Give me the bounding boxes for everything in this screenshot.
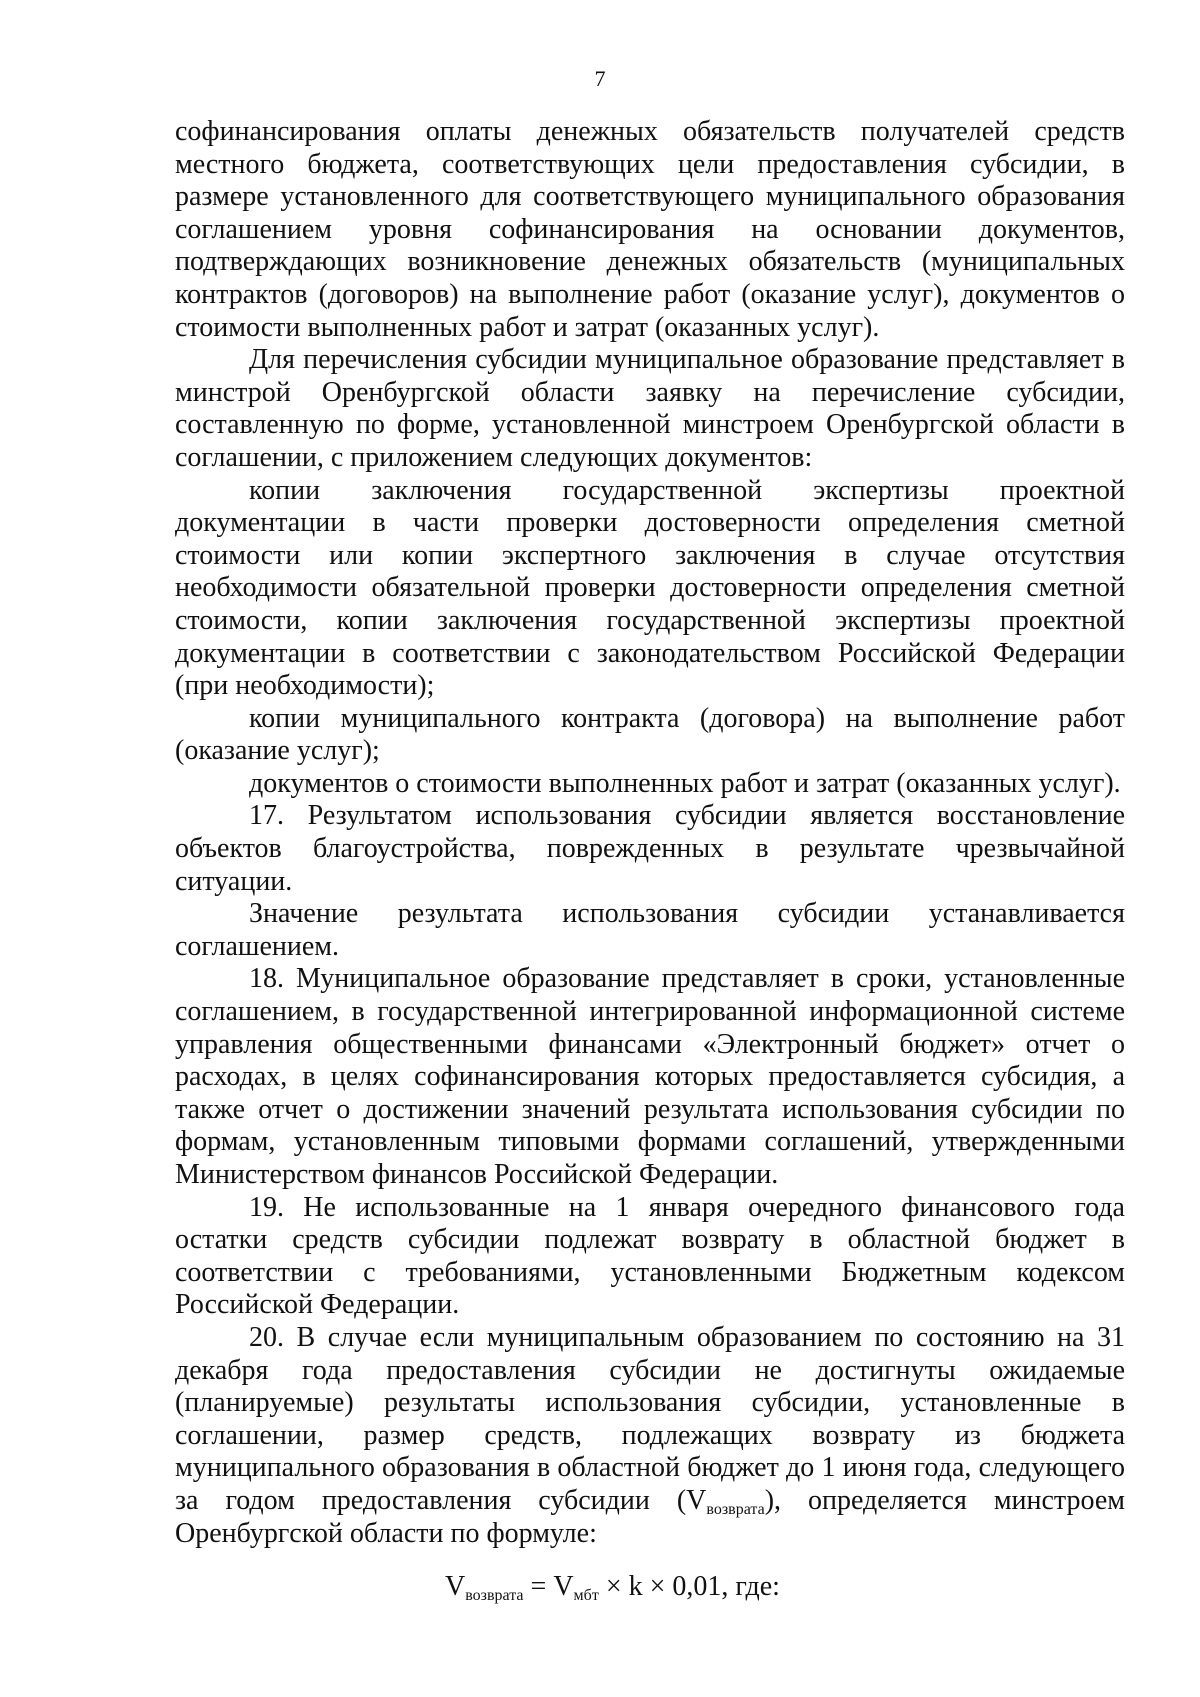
clause-20-text-start: 20. В случае если муниципальным образованием по состоянию на 31 декабря года предоставления субсидии не достигнуты ожидаемые (планируемые) результаты использования субсидии, установленные в соглашении, размер средств, подлежащих возврату из бюджета муниципального образования в областной бюджет до 1 июня года, следующего за годом предоставления субсидии (V bbox=[175, 1321, 1125, 1516]
formula-v-refund: V bbox=[445, 1571, 466, 1603]
formula-sub-mbt: мбт bbox=[573, 1587, 599, 1605]
formula-rest: × k × 0,01, где: bbox=[598, 1571, 780, 1603]
clause-20-subscript: возврата bbox=[706, 1500, 765, 1518]
formula-equals-v: = V bbox=[523, 1571, 574, 1603]
clause-18-report: 18. Муниципальное образование представляет в сроки, установленные соглашением, в государственной интегрированной информационной системе управления общественными финансами «Электронный бюджет» отчет о расходах, в целях софинансирования которых предоставляется субсидия, а также отчет о достижении значений результата использования субсидии по формам, установленным типовыми формами соглашений, утвержденными Министерством финансов Российской Федерации. bbox=[175, 963, 1125, 1190]
page-number: 7 bbox=[594, 66, 606, 91]
refund-formula bbox=[175, 1570, 1125, 1604]
paragraph-expertise-copies: копии заключения государственной экспертизы проектной документации в части проверки достоверности определения сметной стоимости или копии экспертного заключения в случае отсутствия необходимости обязательной проверки достоверности определения сметной стоимости, копии заключения государственной экспертизы проектной документации в соответствии с законодательством Российской Федерации (при необходимости); bbox=[175, 474, 1125, 702]
clause-17-result: 17. Результатом использования субсидии является восстановление объектов благоустройства, поврежденных в результате чрезвычайной ситуации. bbox=[175, 800, 1125, 897]
paragraph-contract-copies: копии муниципального контракта (договора) на выполнение работ (оказание услуг); bbox=[175, 702, 1125, 767]
document-body bbox=[175, 116, 1125, 1604]
clause-19-unused-funds: 19. Не использованные на 1 января очередного финансового года остатки средств субсидии подлежат возврату в областной бюджет в соответствии с требованиями, установленными Бюджетным кодексом Российской Федерации. bbox=[175, 1191, 1125, 1321]
paragraph-cofinancing-continuation: софинансирования оплаты денежных обязательств получателей средств местного бюджета, соответствующих цели предоставления субсидии, в размере установленного для соответствующего муниципального образования соглашением уровня софинансирования на основании документов, подтверждающих возникновение денежных обязательств (муниципальных контрактов (договоров) на выполнение работ (оказание услуг), документов о стоимости выполненных работ и затрат (оказанных услуг). bbox=[175, 116, 1125, 343]
paragraph-transfer-request: Для перечисления субсидии муниципальное образование представляет в минстрой Оренбургской области заявку на перечисление субсидии, составленную по форме, установленной минстроем Оренбургской области в соглашении, с приложением следующих документов: bbox=[175, 344, 1125, 473]
paragraph-cost-documents: документов о стоимости выполненных работ и затрат (оказанных услуг). bbox=[249, 767, 1121, 799]
clause-20-refund bbox=[175, 1322, 1125, 1550]
clause-20-text-end: ), определяется минстроем Оренбургской области по формуле: bbox=[175, 1484, 1126, 1549]
formula-sub-refund: возврата bbox=[465, 1587, 524, 1605]
paragraph-result-value: Значение результата использования субсидии устанавливается соглашением. bbox=[175, 898, 1125, 962]
